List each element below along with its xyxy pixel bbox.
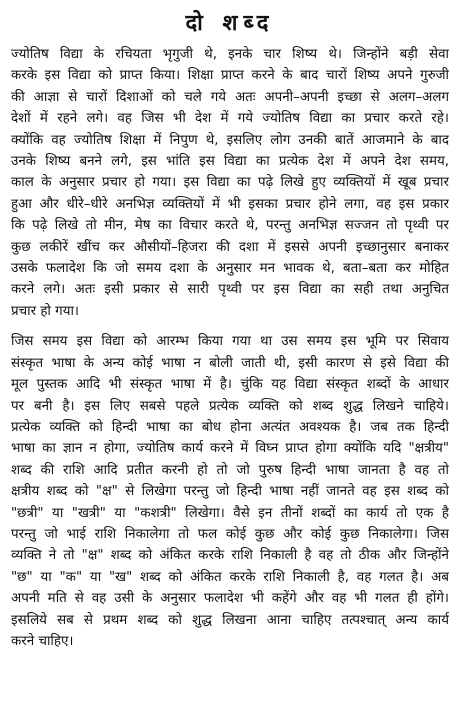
paragraph-1 (11, 44, 449, 322)
page-title: दो शब्द (185, 11, 275, 36)
paragraph-line: "छ" या "क" या "ख" शब्द को अंकित करके राशि निकाली है, वह गलत है। अब (11, 569, 449, 585)
paragraph-line: की आज्ञा से चारों दिशाओं को चले गये अतः अपनी–अपनी इच्छा से अलग–अलग (11, 89, 449, 105)
paragraph-line: शब्द की राशि आदि प्रतीत करनी हो तो जो पुरुष हिन्दी भाषा जानता है वह तो (11, 462, 449, 478)
paragraph-line: "छत्री" या "खत्री" या "कशत्री" लिखेगा। वैसे इन तीनों शब्दों का कार्य तो एक है (11, 505, 449, 521)
paragraph-line: संस्कृत भाषा के अन्य कोई भाषा न बोली जाती थी, इसी कारण से इसे विद्या की (11, 355, 449, 371)
paragraph-line: प्रत्येक व्यक्ति को हिन्दी भाषा का बोध होना अत्यंत अवश्यक है। जब तक हिन्दी (11, 419, 449, 435)
paragraph-line: ज्योतिष विद्या के रचियता भृगुजी थे, इनके चार शिष्य थे। जिन्होंने बड़ी सेवा (11, 47, 449, 62)
paragraph-line: जिस समय इस विद्या को आरम्भ किया गया था उस समय इस भूमि पर सिवाय (11, 334, 449, 350)
paragraph-line: कि पढ़े लिखे तो मीन, मेष का विचार करते थे, परन्तु अनभिज्ञ सज्जन तो पृथ्वी पर (11, 218, 449, 234)
paragraph-line: परन्तु जो भाई राशि निकालेगा तो फल कोई कुछ और कोई कुछ निकालेगा। जिस (11, 526, 449, 542)
paragraph-line: अपनी मति से वह उसी के अनुसार फलादेश भी कहेंगे और वह भी गलत ही होंगे। (11, 591, 449, 607)
paragraph-line: उनके शिष्य बनने लगे, इस भांति इस विद्या का प्रत्येक देश में अपने देश समय, (11, 154, 449, 170)
paragraph-line: उसके फलादेश कि जो समय दशा के अनुसार मन भावक थे, बता–बता कर मोहित (11, 261, 449, 277)
paragraph-2 (11, 331, 449, 652)
paragraph-line: करने चाहिए। (11, 633, 74, 649)
paragraph-line: पर बनी है। इस लिए सबसे पहले प्रत्येक व्यक्ति को शब्द शुद्ध लिखने चाहिये। (11, 398, 449, 414)
paragraph-line: देशों में रहने लगे। वह जिस भी देश में गये ज्योतिष विद्या का प्रचार करते रहे। (11, 111, 449, 127)
paragraph-line: प्रचार हो गया। (11, 303, 80, 319)
paragraph-line: करके इस विद्या को प्राप्त किया। शिक्षा प्राप्त करने के बाद चारों शिष्य अपने गुरुजी (11, 68, 449, 84)
paragraph-line: इसलिये सब से प्रथम शब्द को शुद्ध लिखना आना चाहिए तत्पश्चात् अन्य कार्य (11, 612, 449, 628)
paragraph-line: भाषा का ज्ञान न होगा, ज्योतिष कार्य करने में विघ्न प्राप्त होगा क्योंकि यदि "क्षत्रीय" (11, 441, 449, 457)
paragraph-line: व्यक्ति ने तो "क्ष" शब्द को अंकित करके राशि निकाली है वह तो ठीक और जिन्होंने (11, 548, 449, 564)
paragraph-line: क्योंकि वह ज्योतिष शिक्षा में निपुण थे, इसलिए लोग उनकी बातें आजमाने के बाद (11, 132, 449, 148)
paragraph-line: हुआ और धीरे–धीरे अनभिज्ञ व्यक्तियों में भी इसका प्रचार होने लगा, वह इस प्रकार (11, 196, 449, 212)
paragraph-line: मूल पुस्तक आदि भी संस्कृत भाषा में है। चुंकि यह विद्या संस्कृत शब्दों के आधार (11, 377, 449, 393)
paragraph-gap (11, 322, 449, 331)
paragraph-line: क्षत्रीय शब्द को "क्ष" से लिखेगा परन्तु जो हिन्दी भाषा नहीं जानते वह इस शब्द को (11, 484, 449, 500)
paragraph-line: कुछ लकीरें खींच कर औसीयों–हिजरा की दशा में इससे अपनी इच्छानुसार बनाकर (11, 239, 449, 255)
paragraph-line: करने लगे। अतः इसी प्रकार से सारी पृथ्वी पर इस विद्या का सही तथा अनुचित (11, 282, 449, 298)
paragraph-line: काल के अनुसार प्रचार हो गया। इस विद्या का पढ़े लिखे हुए व्यक्तियों में खूब प्रचार (11, 175, 449, 191)
